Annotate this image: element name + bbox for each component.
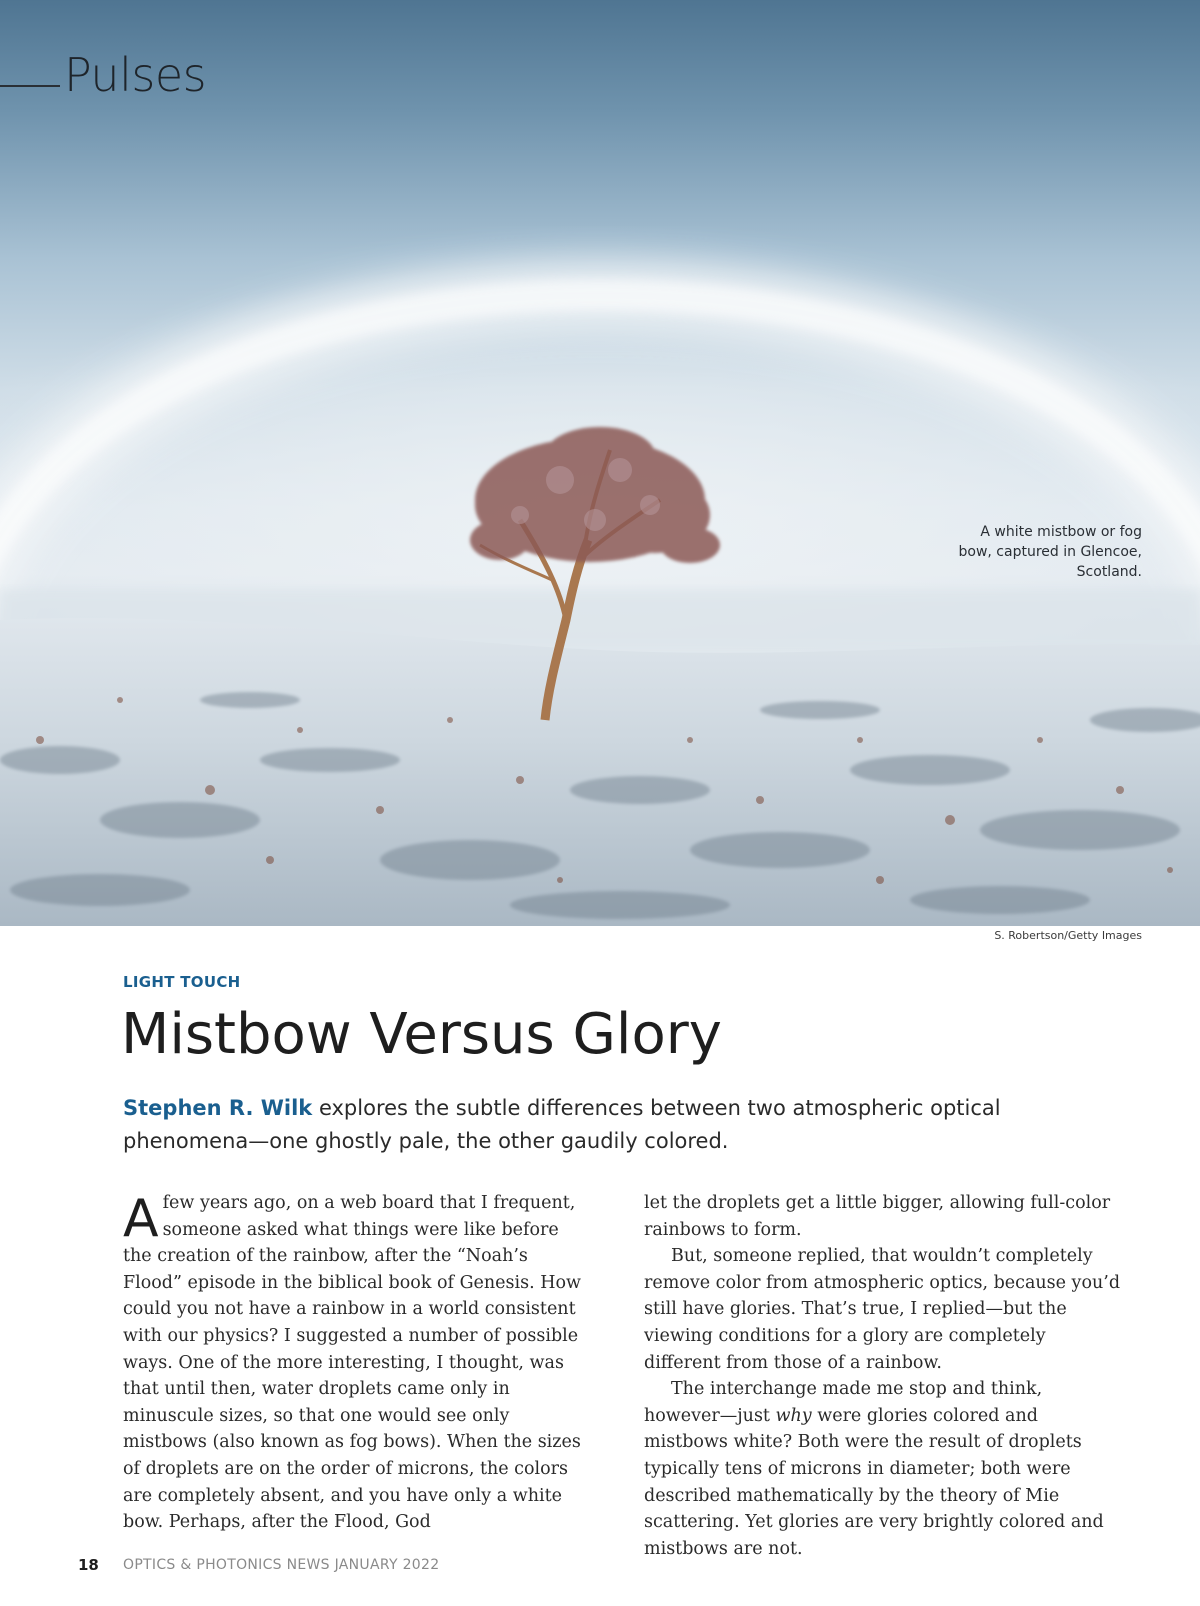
page-number: 18 (78, 1556, 99, 1574)
body-column-left (123, 1190, 591, 1536)
paragraph-3-text-b: were glories colored and mistbows white? Both were the result of droplets typically tens of microns in diameter; both were described mathematically by the theory of Mie scattering. Yet glories are very brightly colored and mistbows are not. (644, 1405, 1104, 1559)
paragraph-1 (123, 1190, 591, 1536)
photo-credit: S. Robertson/Getty Images (994, 929, 1142, 942)
paragraph-3-emphasis: why (775, 1405, 812, 1426)
paragraph-1-text: few years ago, on a web board that I frequent, someone asked what things were like before the creation of the rainbow, after the “Noah’s Flood” episode in the biblical book of Genesis. How could you not have a rainbow in a world consistent with our physics? I suggested a number of possible ways. One of the more interesting, I thought, was that until then, water droplets came only in minuscule sizes, so that one would see only mistbows (also known as fog bows). When the sizes of droplets are on the order of microns, the colors are completely absent, and you have only a white bow. Perhaps, after the Flood, God (123, 1193, 581, 1533)
paragraph-3 (644, 1376, 1122, 1562)
photo-caption: A white mistbow or fog bow, captured in Glencoe, Scotland. (958, 524, 1142, 580)
section-rule (0, 85, 60, 87)
paragraph-3-text-a: The interchange made me stop and think, however—just (644, 1379, 1043, 1426)
author-name: Stephen R. Wilk (123, 1096, 313, 1120)
paragraph-1-continued: let the droplets get a little bigger, allowing full-color rainbows to form. (644, 1193, 1111, 1240)
article-headline: Mistbow Versus Glory (121, 1002, 722, 1067)
article-deck (123, 1092, 1023, 1158)
section-title: Pulses (64, 48, 207, 102)
publication-line: OPTICS & PHOTONICS NEWS JANUARY 2022 (123, 1557, 440, 1573)
body-column-right (644, 1190, 1122, 1562)
article-kicker: LIGHT TOUCH (123, 973, 241, 991)
drop-cap: A (123, 1189, 159, 1249)
paragraph-2: But, someone replied, that wouldn’t completely remove color from atmospheric optics, because you’d still have glories. That’s true, I replied—but the viewing conditions for a glory are completely different from those of a rainbow. (644, 1246, 1121, 1373)
deck-text: explores the subtle differences between two atmospheric optical phenomena—one ghostly pale, the other gaudily colored. (123, 1096, 1001, 1153)
